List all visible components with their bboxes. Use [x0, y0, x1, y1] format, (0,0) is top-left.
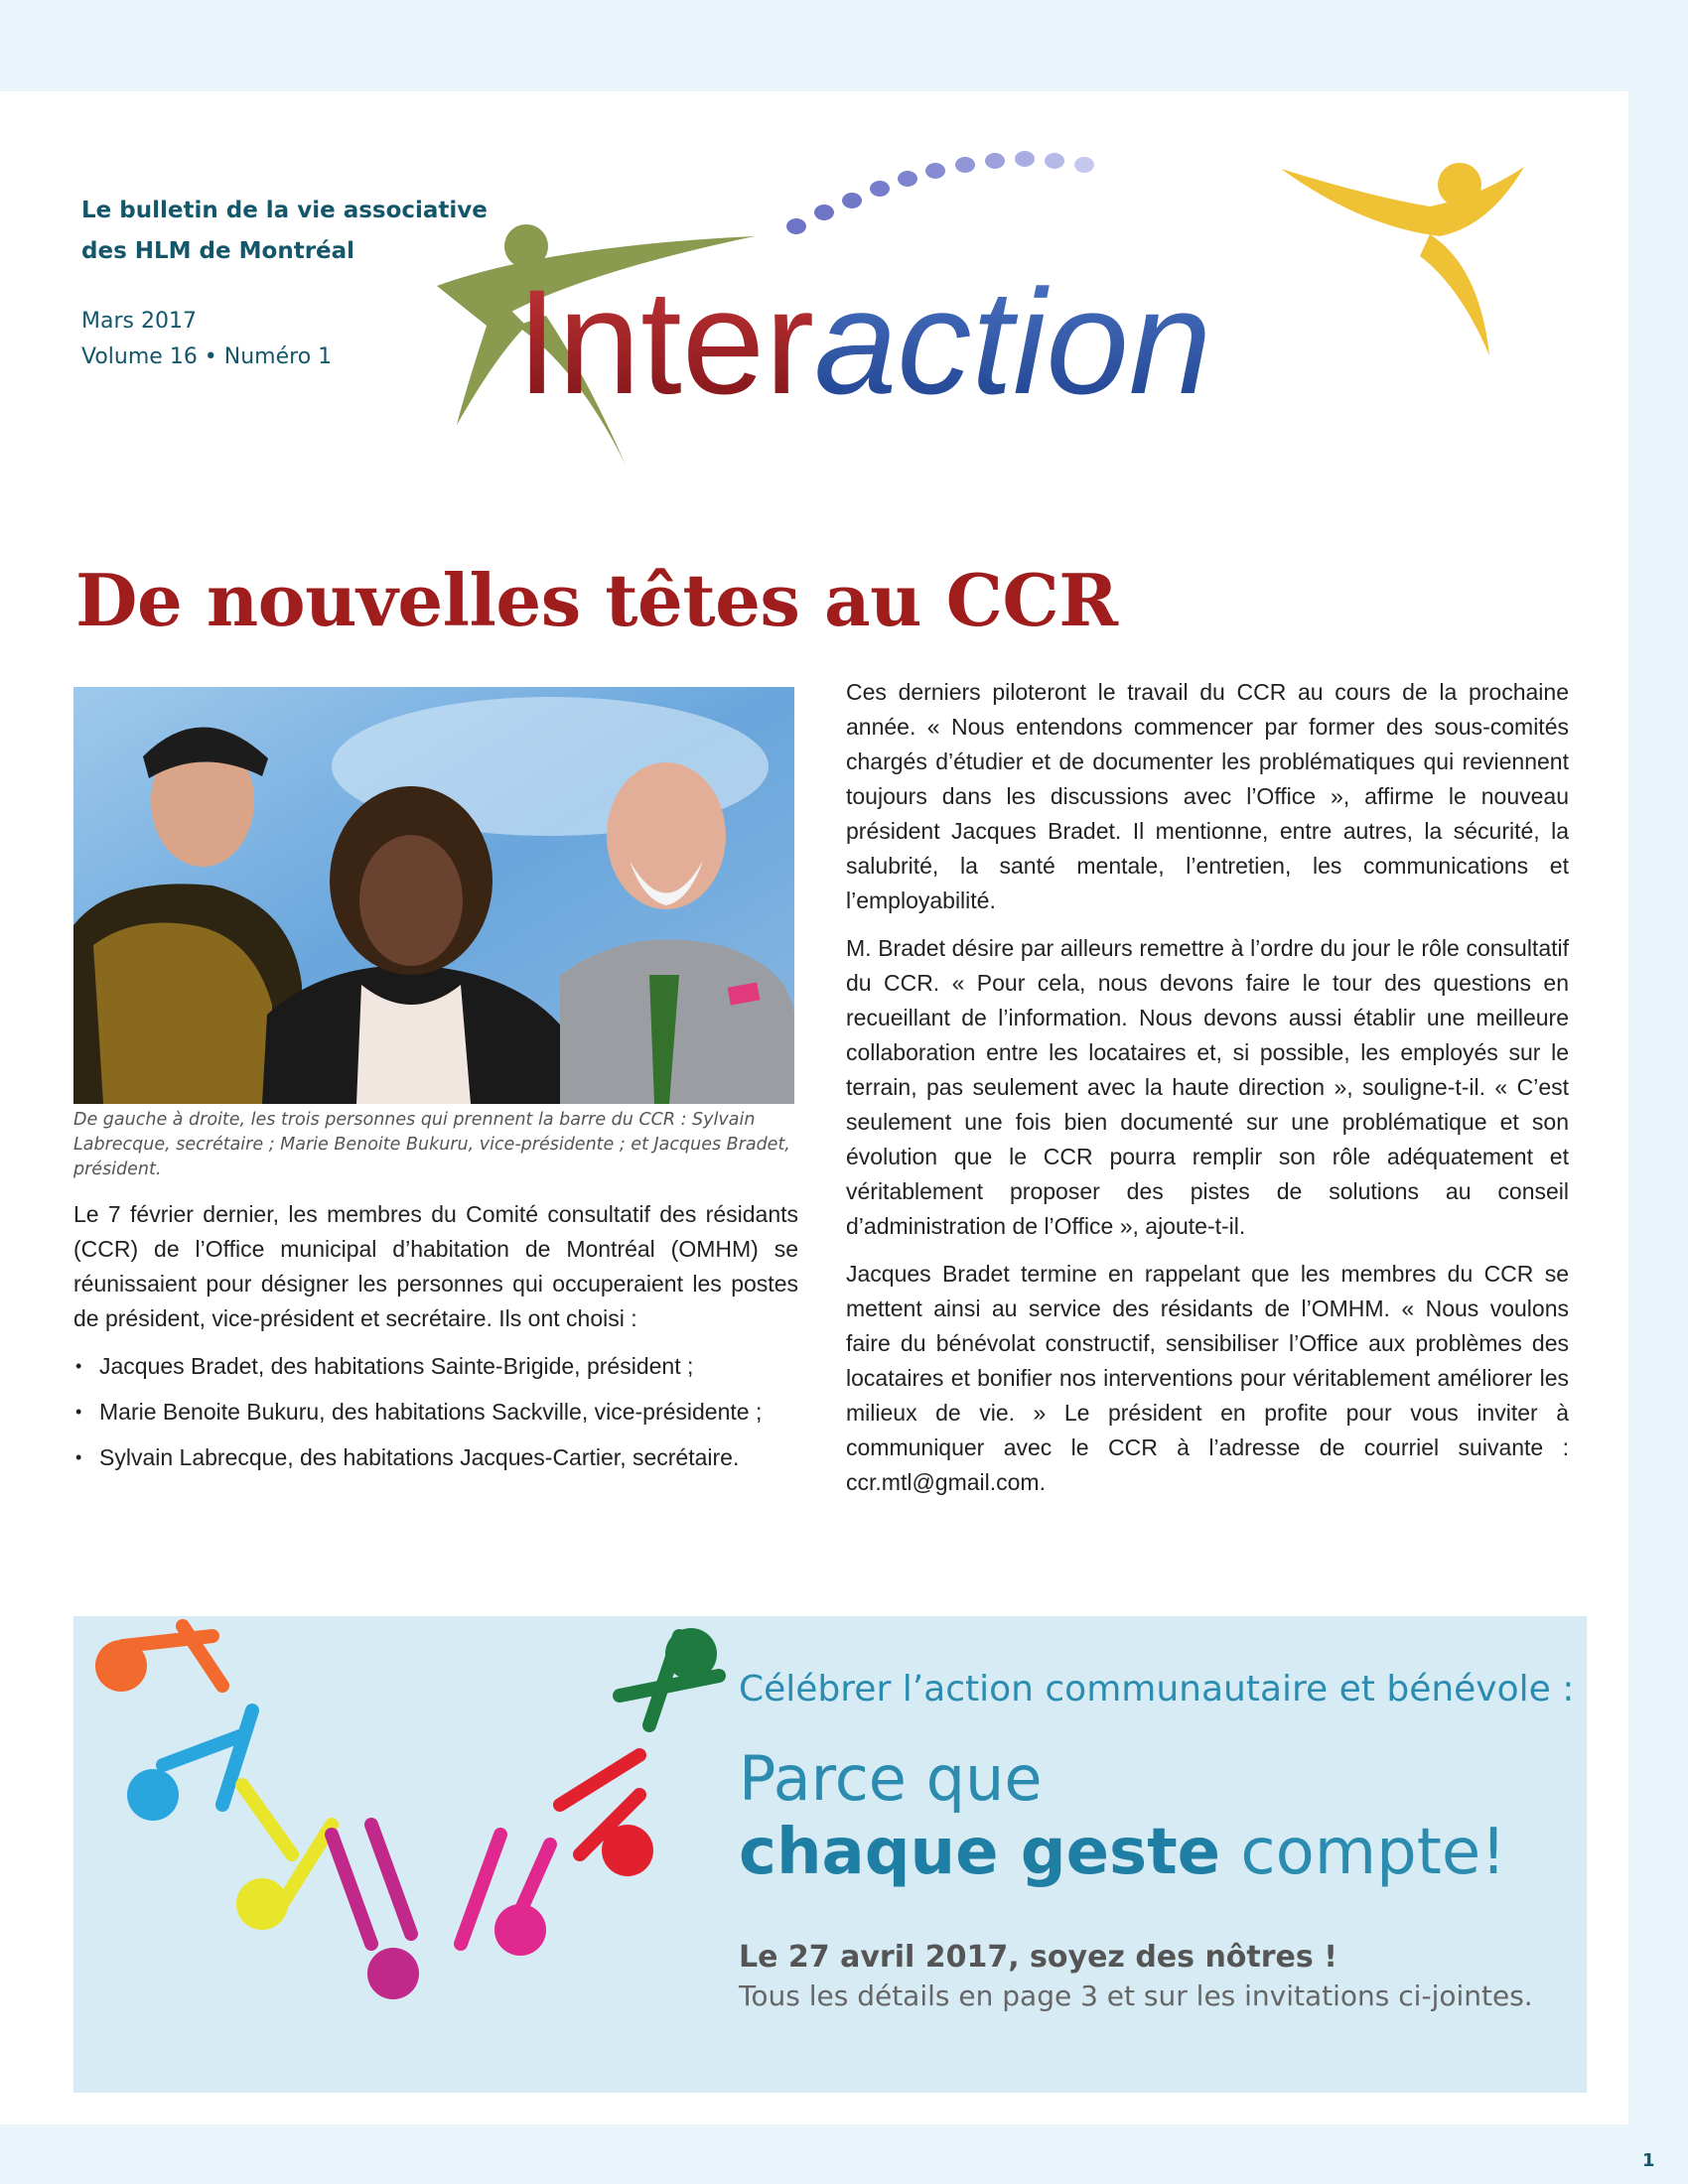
article-paragraph: Jacques Bradet termine en rappelant que les membres du CCR se mettent ainsi au service des résidants de l’OMHM. « Nous voulons faire du bénévolat constructif, sensibiliser l’Office aux problèmes des locataires et bonifier nos interventions pour véritablement améliorer les milieux de vie. » Le président en profite pour vous inviter à communiquer avec le CCR à l’adresse de courriel suivante : ccr.mtl@gmail.com. [846, 1261, 1569, 1495]
article-column-right [846, 675, 1569, 1513]
logo-text-action: action [814, 258, 1212, 425]
banner-title-rest: compte! [1220, 1816, 1506, 1889]
officer-list [73, 1349, 798, 1475]
list-item: • Jacques Bradet, des habitations Sainte-Brigide, président ; [73, 1349, 798, 1384]
masthead-subtitle-line2: des HLM de Montréal [81, 238, 355, 264]
masthead-subtitle-line1: Le bulletin de la vie associative [81, 198, 488, 223]
banner-note: Tous les détails en page 3 et sur les invitations ci-jointes. [739, 1979, 1533, 2012]
event-banner [73, 1616, 1587, 2093]
banner-title-bold: chaque geste [739, 1816, 1221, 1889]
logo-yellow-figure [1281, 163, 1524, 355]
photo-caption: De gauche à droite, les trois personnes qui prennent la barre du CCR : Sylvain Labrecque, secrétaire ; Marie Benoite Bukuru, vice-présidente ; et Jacques Bradet, président. [73, 1110, 790, 1179]
list-item: • Sylvain Labrecque, des habitations Jacques-Cartier, secrétaire. [73, 1440, 798, 1475]
article-intro: Le 7 février dernier, les membres du Comité consultatif des résidants (CCR) de l’Office municipal d’habitation de Montréal (OMHM) se réunissaient pour désigner les personnes qui occuperaient les postes de président, vice-président et secrétaire. Ils ont choisi : [73, 1201, 798, 1331]
issue-date: Mars 2017 [81, 309, 197, 334]
article-paragraph: M. Bradet désire par ailleurs remettre à l’ordre du jour le rôle consultatif du CCR. « Pour cela, nous devons faire le tour des questions en recueillant de l’information. Nous devons aussi établir une meilleure collaboration entre les locataires et, si possible, les employés sur le terrain, pas seulement avec la haute direction », souligne-t-il. « C’est seulement une fois bien documenté sur une problématique et son évolution que le CCR pourra remplir son rôle adéquatement et véritablement proposer des pistes de solutions au conseil d’administration de l’Office », ajoute-t-il. [846, 935, 1569, 1239]
banner-kicker: Célébrer l’action communautaire et bénévole : [739, 1669, 1575, 1709]
banner-title-line2 [739, 1815, 1506, 1890]
logo-text-inter: Inter [516, 258, 815, 425]
banner-title-line1: Parce que [739, 1742, 1043, 1815]
page-number: 1 [1642, 2150, 1655, 2171]
volunteer-figures-illustration [83, 1616, 759, 2043]
article-headline: De nouvelles têtes au CCR [75, 558, 1118, 642]
article-paragraph: Ces derniers piloteront le travail du CCR au cours de la prochaine année. « Nous entendons commencer par former des sous-comités chargés d’étudier et de documenter les problématiques qui reviennent toujours dans les discussions avec l’Office », affirme le nouveau président Jacques Bradet. Il mentionne, entre autres, la sécurité, la salubrité, la santé mentale, l’entretien, les communications et l’employabilité. [846, 679, 1569, 913]
banner-event-date: Le 27 avril 2017, soyez des nôtres ! [739, 1940, 1337, 1975]
interaction-logo [427, 127, 1549, 484]
article-column-left [73, 1197, 798, 1486]
article-photo [73, 687, 794, 1104]
issue-volume: Volume 16 • Numéro 1 [81, 344, 333, 369]
issue-info [81, 304, 332, 375]
list-item: • Marie Benoite Bukuru, des habitations Sackville, vice-présidente ; [73, 1395, 798, 1430]
logo-dots [786, 151, 1094, 234]
